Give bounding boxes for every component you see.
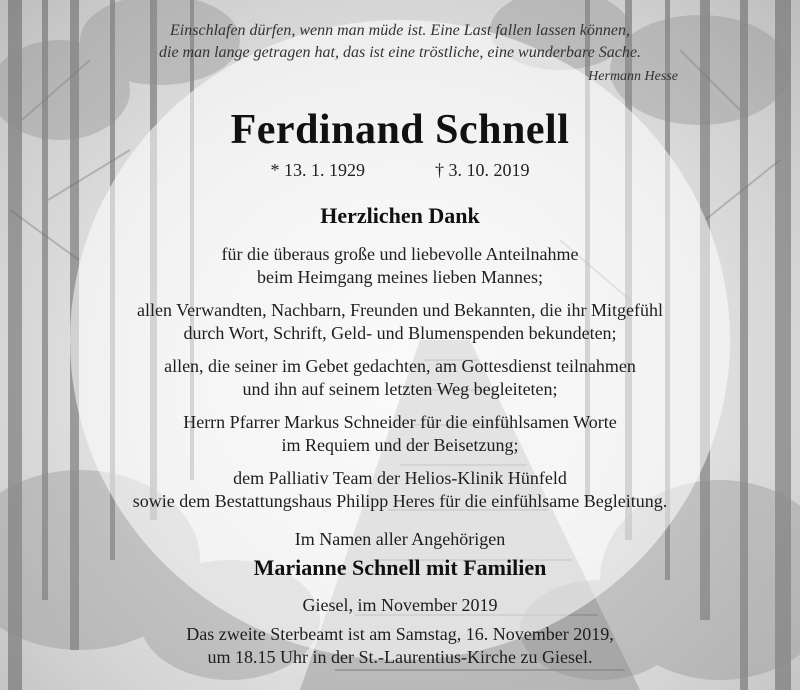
thanks-paragraph: [0, 299, 800, 345]
death-date: † 3. 10. 2019: [435, 160, 530, 180]
thanks-line: dem Palliativ Team der Helios-Klinik Hünfeld: [233, 468, 567, 488]
signature-family: Marianne Schnell mit Familien: [253, 555, 547, 580]
thanks-line: und ihn auf seinem letzten Weg begleiteten;: [242, 379, 558, 399]
quote-line-1: Einschlafen dürfen, wenn man müde ist. Eine Last fallen lassen können,: [170, 22, 630, 39]
thanks-paragraph: [0, 411, 800, 457]
thanks-line: für die überaus große und liebevolle Anteilnahme: [221, 244, 579, 264]
thanks-paragraph: [0, 243, 800, 289]
thanks-line: beim Heimgang meines lieben Mannes;: [257, 267, 543, 287]
deceased-name: Ferdinand Schnell: [230, 107, 570, 153]
thanks-line: sowie dem Bestattungshaus Philipp Heres für die einfühlsame Begleitung.: [132, 491, 668, 511]
signature-intro: Im Namen aller Angehörigen: [294, 529, 506, 549]
place-date: Giesel, im November 2019: [302, 595, 498, 615]
thanks-paragraph: [0, 467, 800, 513]
thanks-paragraph: [0, 355, 800, 401]
thanks-line: Herrn Pfarrer Markus Schneider für die einfühlsamen Worte: [183, 412, 617, 432]
thanks-line: im Requiem und der Beisetzung;: [281, 435, 519, 455]
thanks-line: durch Wort, Schrift, Geld- und Blumenspenden bekundeten;: [183, 323, 617, 343]
birth-date: * 13. 1. 1929: [270, 160, 365, 180]
mass-line: um 18.15 Uhr in der St.-Laurentius-Kirche zu Giesel.: [207, 647, 593, 667]
hesse-quote: [100, 20, 700, 64]
memorial-mass-notice: [0, 623, 800, 669]
thanks-heading: Herzlichen Dank: [320, 203, 480, 228]
quote-author: Hermann Hesse: [588, 69, 678, 84]
thanks-line: allen Verwandten, Nachbarn, Freunden und Bekannten, die ihr Mitgefühl: [136, 300, 664, 320]
life-dates: [0, 160, 800, 181]
thanks-line: allen, die seiner im Gebet gedachten, am Gottesdienst teilnahmen: [164, 356, 636, 376]
mass-line: Das zweite Sterbeamt ist am Samstag, 16. November 2019,: [186, 624, 614, 644]
quote-line-2: die man lange getragen hat, das ist eine tröstliche, eine wunderbare Sache.: [159, 44, 641, 61]
